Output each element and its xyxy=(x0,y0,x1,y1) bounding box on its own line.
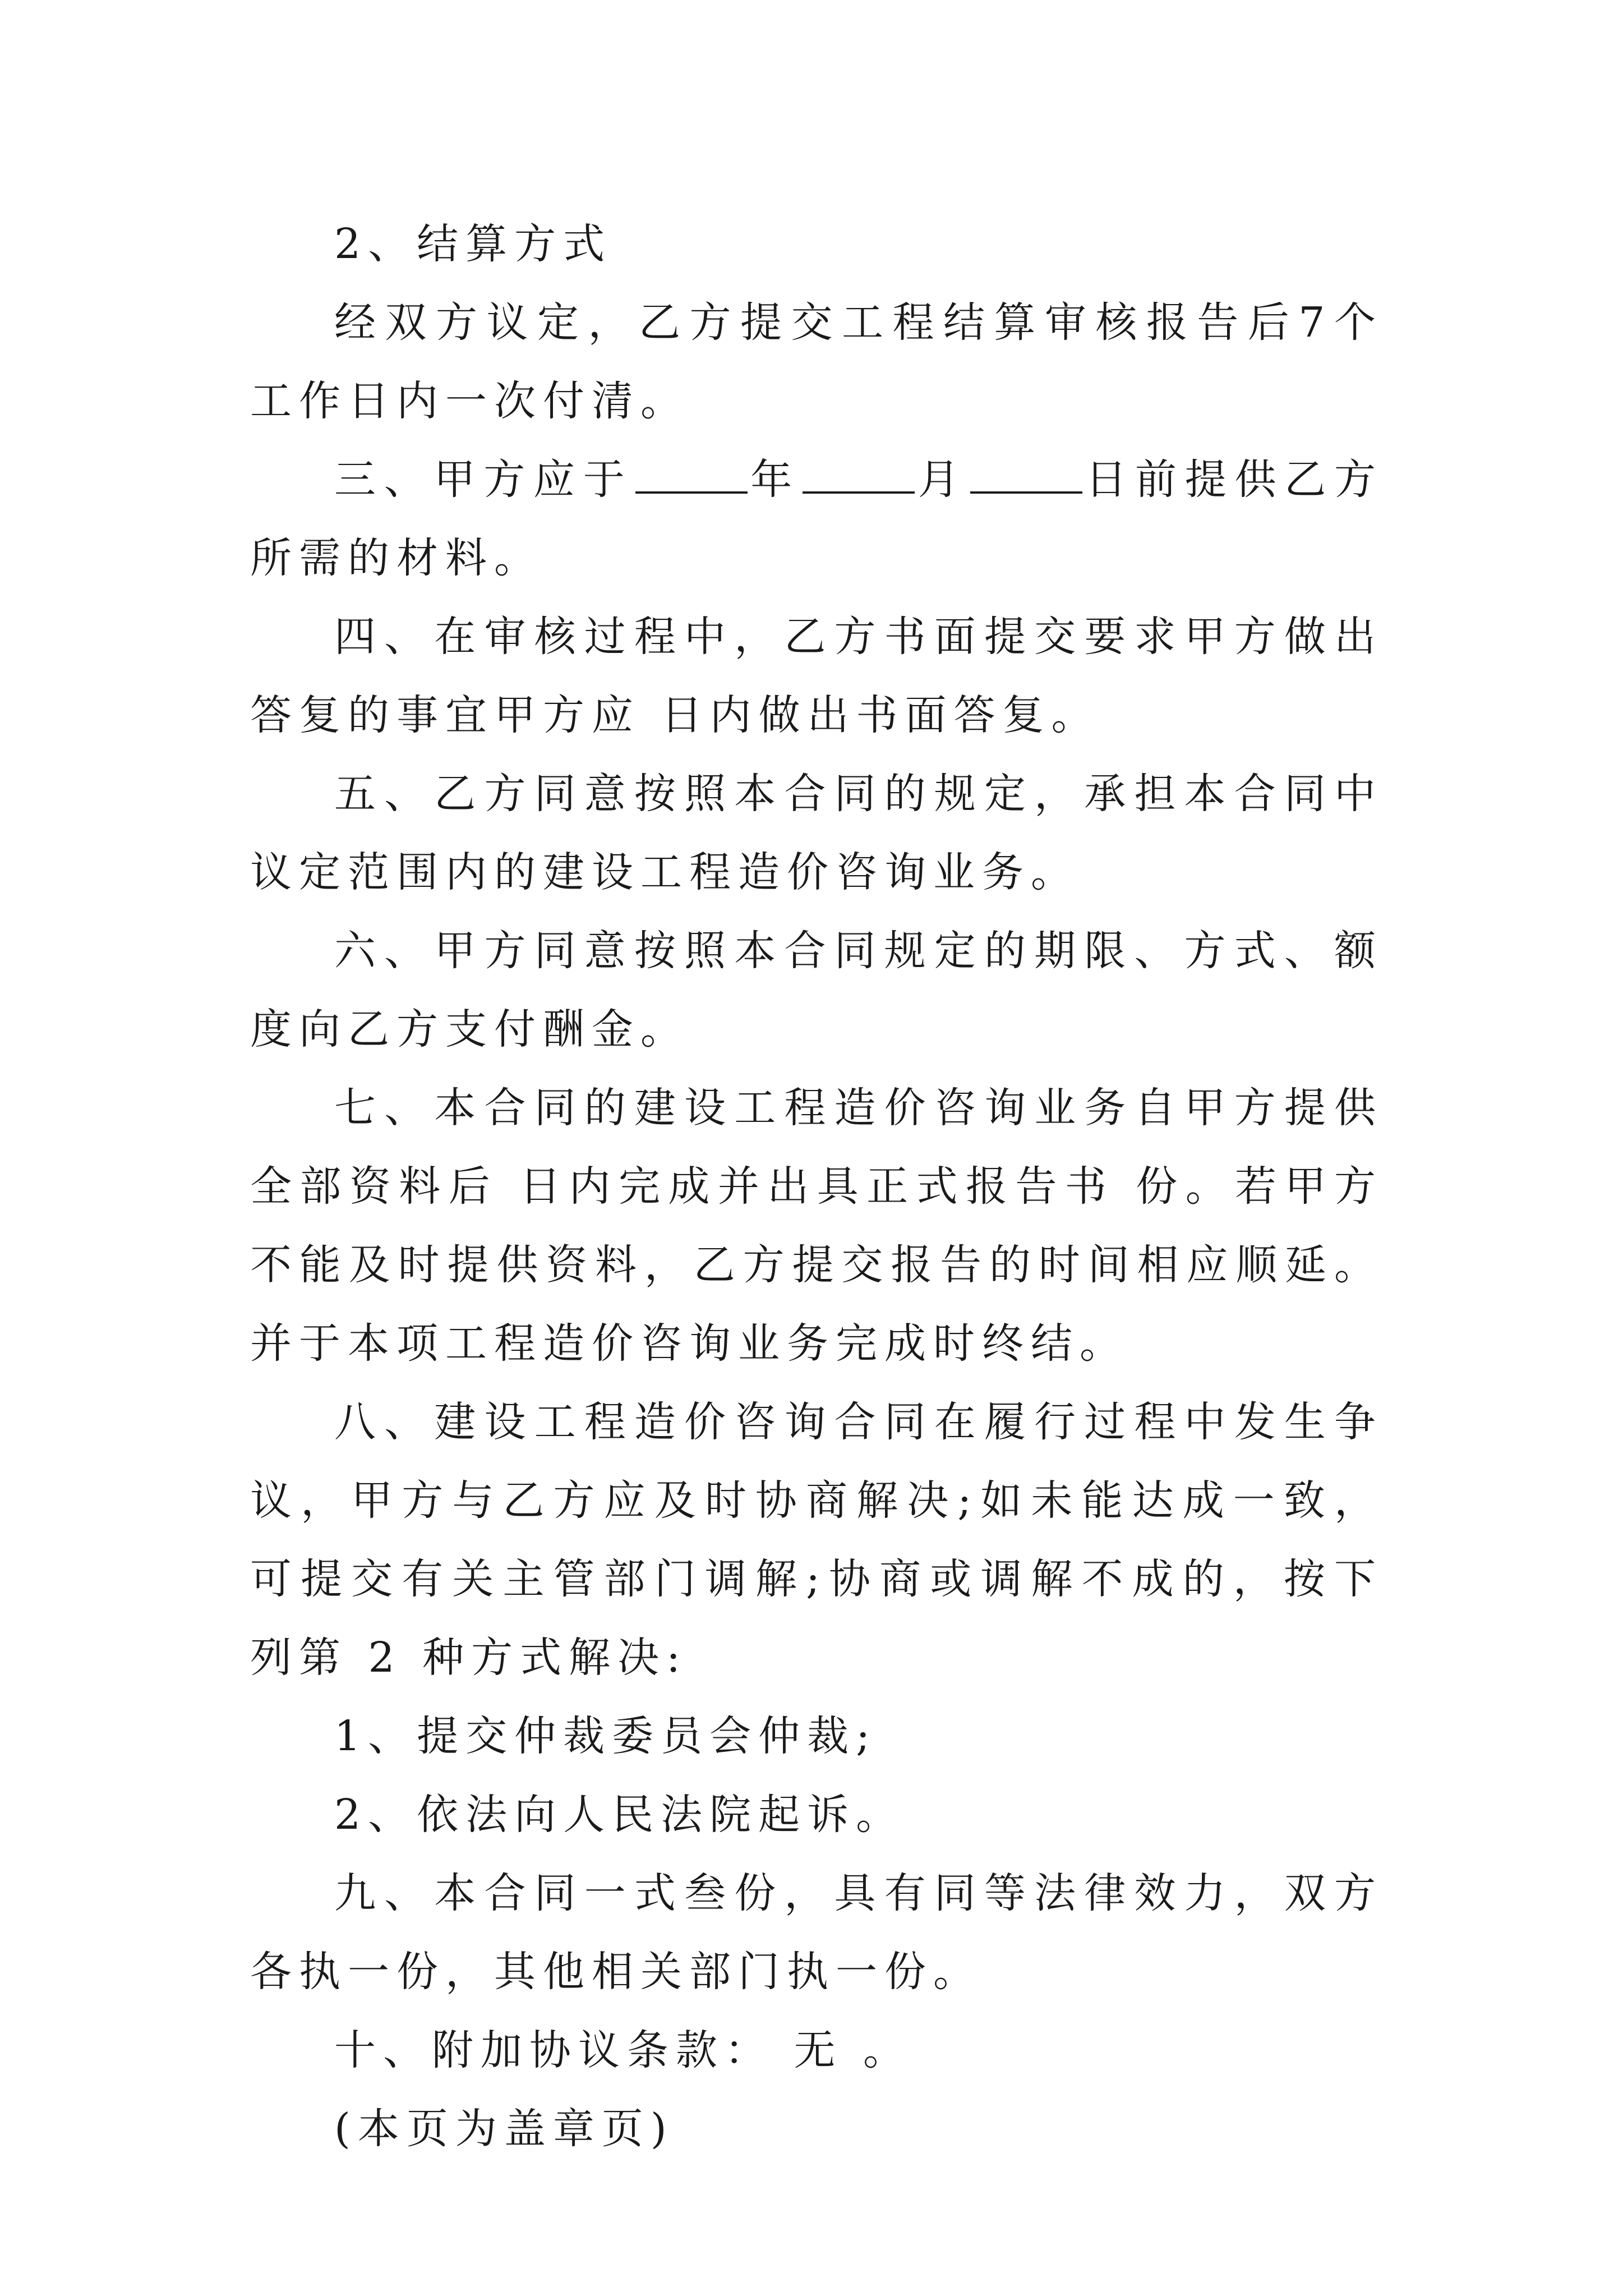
settlement-method-paragraph: 经双方议定，乙方提交工程结算审核报告后7个工作日内一次付清。 xyxy=(250,298,1383,425)
clause-3-prefix: 三、甲方应于 xyxy=(334,455,633,504)
year-blank xyxy=(635,452,748,494)
dispute-option-2: 2、依法向人民法院起诉。 xyxy=(334,1791,905,1839)
clause-5-scope: 五、乙方同意按照本合同的规定，承担本合同中议定范围内的建设工程造价咨询业务。 xyxy=(250,770,1383,896)
dispute-option-1: 1、提交仲裁委员会仲裁; xyxy=(334,1712,878,1760)
month-label: 月 xyxy=(917,455,968,504)
clause-3-materials-date xyxy=(250,440,1383,597)
clause-8-disputes: 八、建设工程造价咨询合同在履行过程中发生争议，甲方与乙方应及时协商解决;如未能达成一致，可提交有关主管部门调解;协商或调解不成的，按下列第 2 种方式解决: xyxy=(250,1398,1383,1682)
clause-7-timeline: 七、本合同的建设工程造价咨询业务自甲方提供全部资料后 日内完成并出具正式报告书 份。若甲方不能及时提供资料，乙方提交报告的时间相应顺延。并于本项工程造价咨询业务完成时终结。 xyxy=(250,1084,1383,1368)
document-body xyxy=(250,205,1383,2168)
clause-3-suffix: 日前提供乙方所需的材料。 xyxy=(250,455,1383,582)
month-blank xyxy=(803,452,915,494)
clause-10-supplementary: 十、附加协议条款： 无 。 xyxy=(334,2026,912,2074)
year-label: 年 xyxy=(749,455,800,504)
clause-6-payment: 六、甲方同意按照本合同规定的期限、方式、额度向乙方支付酬金。 xyxy=(250,927,1383,1053)
day-blank xyxy=(970,452,1082,494)
clause-9-copies: 九、本合同一式叁份，具有同等法律效力，双方各执一份，其他相关部门执一份。 xyxy=(250,1869,1383,1996)
seal-page-note: (本页为盖章页) xyxy=(334,2105,674,2153)
clause-4-review-reply: 四、在审核过程中，乙方书面提交要求甲方做出答复的事宜甲方应 日内做出书面答复。 xyxy=(250,613,1383,739)
settlement-method-heading: 2、结算方式 xyxy=(334,220,612,268)
